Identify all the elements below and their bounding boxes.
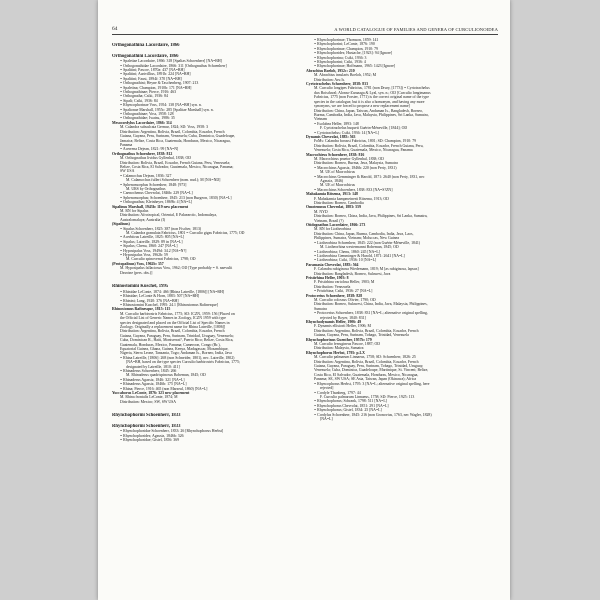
entry-line: species designated and placed on the Official List of Specific Names in <box>120 320 230 325</box>
entry-line: Sumatra <box>314 306 327 311</box>
entry-heading: Orthogonathini Lacordaire, 1866 <box>112 53 179 59</box>
entry-line: FoMs: Calandra borassi Fabricius, 1801; SD: Champion, 1910: 79 <box>314 139 417 144</box>
entry-line: M. Curculio longipes Fabricius, 1781 (non Drury, [1773]) = Cyrtotrachelus <box>314 86 430 91</box>
entry-line: M. Abrachius insularis Boeloh, 1952; M <box>314 73 377 78</box>
entry-line: = Rhynchophorinae; Champion, 1910: 79 <box>314 46 378 51</box>
entry-line: = Rhynchophorides; Agassiz, 1846b: 326 <box>120 433 184 438</box>
entry-line: M. Orthognathus lividus Gyllenhal, 1838; OD <box>120 156 191 161</box>
entry-line: = Rhynchophorides; Hustache, [1923]: 94 [Ignore] <box>314 51 393 56</box>
running-title: A WORLD CATALOGUE OF FAMILIES AND GENERA OF CURCULIONOIDEA <box>334 27 498 32</box>
entry-line: Distribution: China, Japan, Burma, Cambodia, India, Java, Laos, <box>314 231 414 236</box>
entry-line: = Liotheorhina Schoenherr, 1845: 222 (non Guérin-Méneville, 1841) <box>314 240 421 245</box>
entry-heading: Yuccaborus LeConte, 1876: 323 new placement <box>112 391 190 396</box>
entry-line: = Cordyle Thunberg, 1797: 44 <box>314 390 361 395</box>
entry-line: = Orthognatha; Csiki, 1936: 84 <box>120 94 168 99</box>
entry-line: = Spaletina; Champion, 1910b: 171 [NA=BH] <box>120 85 192 90</box>
entry-line: M. Calandra subsulcata Germar, 1824; SD: Voss, 1958: 3 <box>120 125 208 130</box>
entry-line: Guiana, Guyana, Paraguay, Peru, Surinam, Tobago, Trinidad, Uruguay, <box>314 364 424 369</box>
entry-line: Vietnam <box>314 117 328 122</box>
entry-line: = Sphenomorphus; Schoenherr, 1845: 213 (non Burgeon, 1830) [NA=L] <box>120 195 232 200</box>
entry-line: M. UE of Macrochirus <box>320 183 356 188</box>
entry-line: Distribution: Argentina, Bolivia, Brazil, Colombia, Ecuador, French <box>314 359 419 364</box>
entry-line: = Caenochenus Chevrolat, 1846b: 229 [NA=L] <box>120 191 193 196</box>
entry-line: Nigeria, Sierra Leone, Tanzania, Togo; Andaman Is., Borneo, India, Java <box>120 351 232 356</box>
entry-line: = Spalitini; Pascoe, 1870a: 437 [NA=BH] <box>120 68 185 72</box>
entry-line: = Rhina; Pierce, 1916: 465 (non Marseul, 1860) [NA=L] <box>120 386 208 391</box>
entry-line: = Esolabea Heller, 1893: 148 <box>314 121 359 126</box>
entry-line: = Rhynchophorina; Csiki, 1936: 3 <box>314 55 367 60</box>
entry-line: M. Hyposipalus fallaciosus Voss, 1962; OD [Type probably = S. naevulii <box>120 266 233 271</box>
entry-line: = Cordylus Schoenherr, 1845: 216 (non Gronovius, 1763, nec Wagler, 1828) <box>314 412 432 417</box>
left-column <box>112 38 302 443</box>
entry-line: = Rhynchophorinae; Hoffmann, 1965: 1423 [Ignore] <box>314 64 396 69</box>
entry-line: = Rhynchophorini; LeConte, 1876: 190 <box>314 42 375 47</box>
entry-line: = Acerrena Dejean, 1821: 99 [NA=N] <box>120 147 179 152</box>
entry-line <box>112 275 302 279</box>
entry-line: synonyms, we are forced to propose a new replacement name] <box>314 104 410 109</box>
entry-line: Distribution: Afrotropical, Oriental, E Palaearctic, Indomalaya, <box>120 213 218 218</box>
entry-heading: Rhinostomus Rafinesque, 1815: 115 <box>112 307 171 312</box>
entry-line: = Sipalus; Latreille, 1829: 89 in [NA=L] <box>120 239 183 244</box>
entry-line: = Rhinaderus Agassiz, 1846: 321 [NA=L] <box>120 377 185 382</box>
entry-line: = Rhyncophorinae Voss, 1954: 138 [NA=BH] syn. n. <box>120 103 202 108</box>
entry-line: = Spaletiae Lacordaire, 1866: 318 [Spalias Schoenherr] [NA=BH] <box>120 59 222 64</box>
entry-line: = Orthognathidae; Iwatsu, 1986: 35 <box>120 116 175 121</box>
entry-line: Distribution: Bolivia, Brazil, Colombia, Ecuador, French Guiana, Peru, <box>314 143 424 148</box>
entry-line: = Rhinidae; LeConte & Horn, 1883: 507 [NA=BH] <box>120 294 200 299</box>
entry-line: Guatemala, Honduras, Mexico, Panama; Cameroon, Congo (Br.), <box>120 342 221 347</box>
entry-line: = Sipali; Csiki, 1936: 84 <box>120 98 158 103</box>
entry-line: M. Curculio barbirostris Fabricius, 1775; SD: ICZN, 1959: 156 [Placed on <box>120 311 235 316</box>
page-number: 64 <box>112 26 118 32</box>
entry-line: = Sipalus Schoenherr, 1825: 387 (non Fischer, 1813) <box>120 226 202 231</box>
entry-line: = Rhinostomini Kuschel, 1995: 24.1 [Rhinostomus Rafinesque] <box>120 302 219 307</box>
entry-line: M. RN for Sipalus <box>120 209 149 213</box>
entry-line: Jamaica; Belize, Costa Rica, Guatemala, Honduras, Mexico, Nicaragua, <box>120 138 231 143</box>
entry-line: Distribution: Mexico; SW, SW USA <box>120 399 177 404</box>
page-header <box>112 20 498 35</box>
entry-line: dux Boisduval; Alonso-Zarazaga & Lyal, syn. n.; OD [Curculio longimanus <box>314 90 431 95</box>
entry-line: Venezuela; Costa Rica, Guatemala, Mexico, Nicaragua, Panama <box>314 148 413 153</box>
entry-line: = Spalitini; Aurivillius, 1891b: 224 [NA=BH] <box>120 72 191 77</box>
entry-heading: Pristirhina Heller, 1903: 8 <box>306 275 349 280</box>
entry-line: = Rhinaderus Schoenherr, 1845: 266 <box>120 369 177 373</box>
entry-line: Distribution: Argentina, Bolivia, Brazil, Colombia, Ecuador, French <box>120 329 225 334</box>
entry-line: = Liotheorhina; Chenu, 1860: 245 [NA=L] <box>314 249 381 254</box>
entry-heading: Otidognathus Lacordaire, 1866: 273 <box>306 223 366 228</box>
entry-line: M. Macrochirus praetor Gyllenhal, 1838; OD <box>314 156 384 161</box>
entry-line: Distribution: Malaysia, Sumatra <box>314 346 364 351</box>
entry-line: = Macrochirus Schoenherr, 1838: 833 [NA=S?ZN] <box>314 187 393 192</box>
entry-line: Belize, Costa Rica, El Salvador, Guatemala, Mexico, Nicaragua, Panama; <box>120 164 234 169</box>
entry-line: M. Calamochus fulleri Schoenherr (nom. nud.); M [NA=ND] <box>126 178 221 183</box>
entry-line: Distribution: Borneo, Sulawesi, China, India, Java, Malaysia, Philippines, <box>314 302 428 307</box>
entry-line: Distribution: Borneo, China, India, Java, Philippines, Sri Lanka, Sumatra, <box>314 214 428 219</box>
entry-line: = Macrochirus Agassiz, 1846b: 220 (non Perty, 1831) <box>314 165 397 170</box>
entry-line: = Rhynchophorus; Schrank, 1798: 511 [NA=L] <box>314 399 387 404</box>
entry-line: = Orthogonathidae Lacordaire, 1866: 311 [Orthognathus Schoenherr] <box>120 63 227 68</box>
entry-line: = Pristirhina; Csiki, 1936: 27 [NA=L] <box>314 289 373 294</box>
entry-line: Distribution: Venezuela <box>314 284 351 289</box>
entry-heading: Abrachius Boeloh, 1952c: 210 <box>306 68 355 73</box>
entry-line: = Rhynchophoridae Schoenherr, 1833: 26 [Rhynchophorus Herbst] <box>120 429 224 434</box>
entry-heading: Orthognathus Schoenherr, 1838: 812 <box>112 151 173 156</box>
entry-line: Guiana, Guyana, Peru, Surinam, Venezuela; Cuba, Dominica, Guadeloupe, <box>120 134 236 139</box>
entry-line: Venezuela; Cuba, Dominica, Guadeloupe, Martinique, St. Vincent; Belize, <box>314 368 429 373</box>
entry-line: F. Mahakamia kampmeinerti Ritsema, 1913; OD <box>314 196 389 201</box>
entry-line: M. URS by Orthognathus <box>126 186 166 191</box>
entry-line: M. NYD <box>314 209 328 214</box>
entry-line: SW USA <box>120 169 135 174</box>
entry-line: Distribution: China, Japan, Taiwan, Andaman Is., Bangladesh, Borneo, <box>314 108 423 113</box>
entry-line: M. RN for Liotheorhina <box>314 227 351 232</box>
entry-line: the Official List of Generic Names in Zoology, ICZN 1959 with type <box>120 316 226 321</box>
entry-line: Distribution: Borneo, Cambodia <box>314 201 364 206</box>
right-column <box>306 38 498 421</box>
entry-line: M. Rhina frontalis LeConte, 1874; M <box>120 395 178 400</box>
entry-heading: Rhynchodynamis Heller, 1906: 49 <box>306 320 362 324</box>
entry-line: Panama <box>120 142 133 147</box>
entry-line: = Rhyncophorus Herbst, 1795: 3 [NA=L; alternative original spelling, here <box>314 381 430 386</box>
entry-line: = Rhynchophorus; Gistel, 1834: 25 [NA=L] <box>314 408 382 413</box>
entry-line: M. Curculio colossus Olivier, 1790; OD <box>314 297 376 302</box>
entry-line: = Rhinidae LeConte, 1874: 466 [Rhina Latreille, [1806]] [NA=BH] <box>120 289 225 294</box>
entry-heading: Mesocordylus Lacordaire, 1866: 314 <box>112 120 172 125</box>
entry-line: = Spalionae Marshall, 1955c: 285 [Spalitae Marshall] syn. n. <box>120 107 214 112</box>
entry-line <box>112 404 302 408</box>
entry-line: Distribution: Bolivia, Brazil, Ecuador, French Guiana, Peru, Venezuela; <box>120 160 231 165</box>
entry-line: = Rhynchophorinae; Thomson, 1859: 141 <box>314 38 379 42</box>
entry-line: = Orthognathini; Heyne & Taschenberg, 1907: 213 <box>120 81 199 86</box>
entry-line: = Orthognathinae; Voss, 1958: 128 <box>120 112 174 117</box>
entry-heading: Rhynchophorini Schoenherr, 1833 <box>112 423 181 429</box>
entry-line: = Rhina Latreille, [1806]: 268 (non Schneider, 1801), nec. Latreille, 1802) <box>120 355 235 360</box>
entry-line: = Liotheorhina; Csiki, 1936: 10 [NA=L] <box>314 258 377 263</box>
entry-line: = Rhynchophorini; Csiki, 1936: 4 <box>314 60 366 65</box>
entry-line: [NA=L] <box>320 416 333 421</box>
entry-line: = Acerbitrus Latreille, 1825: 805 [NA=L] <box>120 235 185 240</box>
entry-line: = Protocerius Schoenherr, 1838: 831 [NA=L; alternative original spelling, <box>314 311 428 316</box>
entry-heading: Orthogonathina Lacordaire, 1866 <box>112 43 180 48</box>
entry-line: Distribution: Aru Is. <box>314 77 346 82</box>
entry-line: designated by Latreille, 1810: 411] <box>126 364 180 369</box>
entry-line: = Rhynchophorus Chevrolat, 1851: 291 [NA=L] <box>314 403 389 408</box>
entry-line: F. Pristirhina variolosa Heller, 1903; M <box>314 280 375 285</box>
entry-line: = Orthognathus; Kleinheyer, 1869b: 4 [NA=L] <box>120 200 193 205</box>
entry-line: Australomalaya; Australia (I) <box>120 217 166 222</box>
entry-heading: Rhynchophorinus Guenther, 1957b: 179 <box>306 337 372 342</box>
entry-line: = Hyposipalus Voss, 1949d: 34.2 [NA=N?] <box>120 248 187 253</box>
entry-line: M. Calandra granulata Fabricius, 1801 = Curculio gigas Fabricius, 1775; OD <box>126 231 245 236</box>
entry-line: F. Cyrtotrachelus buqueti Guérin-Méneville, [1844]; OD <box>320 126 408 131</box>
entry-heading: Dynamis Chevrolat, 1883: 563 <box>306 134 356 139</box>
entry-line: = Spalitini; Faust, 1894f: 370 [NA=BH] <box>120 76 182 81</box>
entry-line: Burma, Cambodia, India, Java, Malaysia, Philippines, Sri Lanka, Sumatra, <box>314 112 429 117</box>
entry-heading: Rhynchophorini Schoenherr, 1833 <box>112 413 181 419</box>
entry-line: Distribution: Bangladesh, Borneo, Sulawesi, Java <box>314 271 391 276</box>
entry-heading: Paramasia Chevrolat, 1883: 564 <box>306 262 359 267</box>
entry-line: rejected by Boyer, 1840: 831] <box>320 315 366 320</box>
entry-heading: Rhynchophorus Herbst, 1795: p.LX <box>306 350 365 355</box>
entry-line: F. Calandra rubiginosa Wiedemann, 1819; M [as rubiginosa, lapsus] <box>314 267 419 272</box>
entry-line: M. Curculio palmarum Linnaeus, 1758; SD: Schoenherr, 1826: 25 <box>314 355 416 360</box>
entry-line: Distribution: Argentina, Bolivia, Brazil, Colombia, Ecuador, French <box>314 328 419 333</box>
entry-line: F. Curculio palmarum Linnaeus, 1758; SD: Pierce, 1925: 113 <box>320 394 415 399</box>
entry-heading: (Protopalinus) Voss, 1962b: 357 <box>112 261 164 266</box>
entry-line: Panama; SE, SW USA; SE Asia, Taiwan, Japan (Okinawa); Africa <box>314 377 417 382</box>
entry-line: Distribution: Borneo, Burma, Java, Malaysia, Sumatra <box>314 161 398 166</box>
entry-line: = Macrochirus Gemminger & Harold, 1871: 2640 (non Perty, 1831, nec <box>314 174 425 179</box>
entry-line: species in the catalogue, but it is also a homonym, and having any more <box>314 99 425 104</box>
entry-line: M. UE of Macrochirus <box>320 170 356 175</box>
entry-line: Vietnam, Brazil (?) <box>314 218 344 223</box>
entry-line: Zoology. Originally a replacement name for Rhina Latreille, [1806]] <box>120 324 226 329</box>
entry-line: Distribution: Argentina, Bolivia, Brazil, Colombia, Ecuador, French <box>120 129 225 134</box>
entry-line: [NA=BH, based on the type species Curculio barbirostris Fabricius, 1775; <box>126 360 240 365</box>
entry-line: = Liotheorhina Gemminger & Harold, 1871: 2641 [NA=L] <box>314 253 405 258</box>
entry-line: Equatorial Guinea, Ghana, Guinea, Kenya, Madagascar, Mozambique, <box>120 346 229 351</box>
entry-line: = Sipalus; Chenu, 1860: 247 [NA=L] <box>120 244 178 249</box>
entry-line: Davoine (pers. obs.)] <box>120 270 153 275</box>
entry-heading: Rhinostomini Kuschel, 1995 <box>112 284 169 290</box>
entry-line: = Hyposipalus Voss, 1962b: 59 <box>120 253 168 258</box>
entry-line: Agassiz, 1846) <box>320 179 344 183</box>
entry-line: F. Dynamis ellisiorii Heller, 1906; M <box>314 324 371 329</box>
entry-heading: (Sipalinus) <box>112 222 130 227</box>
entry-line: = Calamochus Dejean, 1836: 327 <box>120 173 172 178</box>
entry-line: M. Curculio spinoverrai Fabricius, 1798; OD <box>126 257 196 262</box>
entry-heading: Mahakamia Ritsema, 1913: 148 <box>306 192 358 197</box>
entry-line: Guiana, Guyana, Paraguay, Peru, Surinam, Trinidad, Uruguay, Venezuela; <box>120 333 234 338</box>
entry-line: = Rhinini; Lang, 1920: 376 [NA=BH] <box>120 298 179 303</box>
entry-line: = Rhynchophoridae; Gistel, 1856: 369 <box>120 438 180 443</box>
entry-line: Philippines, Sumatra, Vietnam; Moluccas, New Guinea <box>314 236 400 241</box>
entry-line: = Cyrtotrachelus; Csiki, 1936: 14 [NA=L] <box>314 130 379 135</box>
entry-line: rejected] <box>320 386 334 391</box>
entry-line: M. Curculio ferrugineus Pascoe, 1887; OD <box>314 342 381 347</box>
entry-line: Fabricius, 1775 (non Forster, 1771) is the correct original name of the type <box>314 95 429 100</box>
entry-line: M. Rhinaderus quadrispinosus Boheman, 1845; OD <box>126 373 206 378</box>
entry-line: = Orthognathinae; Pierce, 1916: 463 <box>120 90 177 95</box>
entry-line: = Sphenomorphus Schoenherr, 1848: [973] <box>120 182 187 187</box>
entry-heading: Cyrtotrachelus Schoenherr, 1838: 833 <box>306 82 368 87</box>
entry-line: M. Liotheorhina westermanni Boheman, 1845; OD <box>320 245 399 250</box>
entry-line: Costa Rica, El Salvador, Guatemala, Honduras, Mexico, Nicaragua, <box>314 372 419 377</box>
entry-heading: Sipalinus Marshall, 1943b: 119 new placement <box>112 204 189 209</box>
entry-line: Guiana, Guyana, Peru, Surinam, Tobago, Trinidad, Venezuela <box>314 333 409 338</box>
entry-heading: Macrochirus Schoenherr, 1838: 816 <box>306 152 365 157</box>
entry-heading: Omotemnus Chevrolat, 1883: 559 <box>306 205 362 210</box>
entry-heading: Protocerius Schoenherr, 1838: 828 <box>306 293 363 298</box>
entry-line: Cuba, Dominican R., Haiti, Montserrat?, Puerto Rico; Belize, Costa Rica, <box>120 338 234 343</box>
catalogue-page <box>98 0 510 600</box>
entry-line: = Rhinaderus Agassiz, 1846b: 175 [NA=L] <box>120 382 187 387</box>
